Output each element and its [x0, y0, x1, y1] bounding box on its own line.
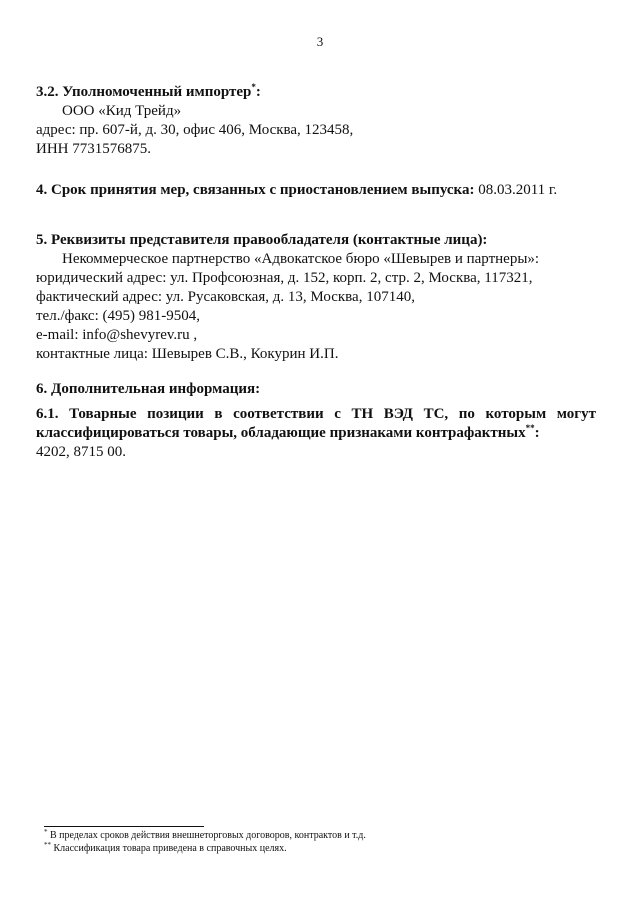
subheading-word: ТН: [351, 406, 374, 422]
footnotes: [44, 829, 564, 855]
section-measures-term: [36, 181, 596, 200]
subheading-word: которым: [485, 406, 547, 422]
footnote-divider: [44, 826, 204, 827]
subheading-word: позиции: [147, 406, 204, 422]
footnote-2-mark: **: [44, 841, 51, 849]
representative-actual-address: фактический адрес: ул. Русаковская, д. 13, Москва, 107140,: [36, 289, 415, 305]
importer-heading-colon: :: [255, 84, 261, 100]
representative-heading: 5. Реквизиты представителя правообладателя (контактные лица):: [36, 232, 488, 248]
representative-phone-fax: тел./факс: (495) 981-9504,: [36, 308, 200, 324]
subheading-word: по: [458, 406, 475, 422]
footnote-1: [44, 829, 564, 842]
footnote-2: [44, 842, 564, 855]
section-representative: [36, 231, 596, 364]
subheading-word: с: [334, 406, 341, 422]
importer-heading-text: 3.2. Уполномоченный импортер: [36, 84, 252, 100]
subheading-colon: :: [534, 425, 540, 441]
representative-email: e-mail: info@shevyrev.ru ,: [36, 327, 198, 343]
tariff-codes: 4202, 8715 00.: [36, 444, 126, 460]
subheading-word: соответствии: [233, 406, 324, 422]
counterfeit-footnote-mark: **: [525, 423, 535, 433]
importer-address: адрес: пр. 607-й, д. 30, офис 406, Москва, 123458,: [36, 122, 354, 138]
footnote-2-text: Классификация товара приведена в справочных целях.: [51, 843, 287, 854]
representative-organization: Некоммерческое партнерство «Адвокатское бюро «Шевырев и партнеры»:: [62, 251, 540, 267]
subheading-word: Товарные: [69, 406, 137, 422]
subheading-word: 6.1.: [36, 406, 59, 422]
footnote-1-mark: *: [44, 828, 48, 836]
importer-heading: [36, 83, 596, 102]
subheading-word: могут: [556, 406, 596, 422]
measures-term-heading: 4. Срок принятия мер, связанных с приостановлением выпуска:: [36, 182, 475, 198]
subheading-word: в: [214, 406, 223, 422]
representative-legal-address: юридический адрес: ул. Профсоюзная, д. 152, корп. 2, стр. 2, Москва, 117321,: [36, 270, 533, 286]
page-number: 3: [316, 34, 324, 49]
tariff-codes-subheading-line1: [36, 405, 596, 424]
tariff-codes-subheading-line2: [36, 424, 596, 443]
section-authorized-importer: [36, 83, 596, 159]
measures-term-line: [36, 181, 596, 200]
subheading-word: ТС,: [423, 406, 449, 422]
representative-contacts: контактные лица: Шевырев С.В., Кокурин И.П.: [36, 346, 339, 362]
additional-info-heading: 6. Дополнительная информация:: [36, 381, 261, 397]
importer-company: ООО «Кид Трейд»: [62, 103, 182, 119]
section-additional-info: [36, 380, 596, 462]
subheading-line2-text: классифицироваться товары, обладающие признаками контрафактных: [36, 425, 526, 441]
footnote-1-text: В пределах сроков действия внешнеторговых договоров, контрактов и т.д.: [47, 830, 366, 841]
importer-inn: ИНН 7731576875.: [36, 141, 151, 157]
subheading-word: ВЭД: [383, 406, 413, 422]
importer-footnote-mark: *: [251, 82, 256, 92]
measures-term-date: 08.03.2011 г.: [474, 182, 558, 198]
